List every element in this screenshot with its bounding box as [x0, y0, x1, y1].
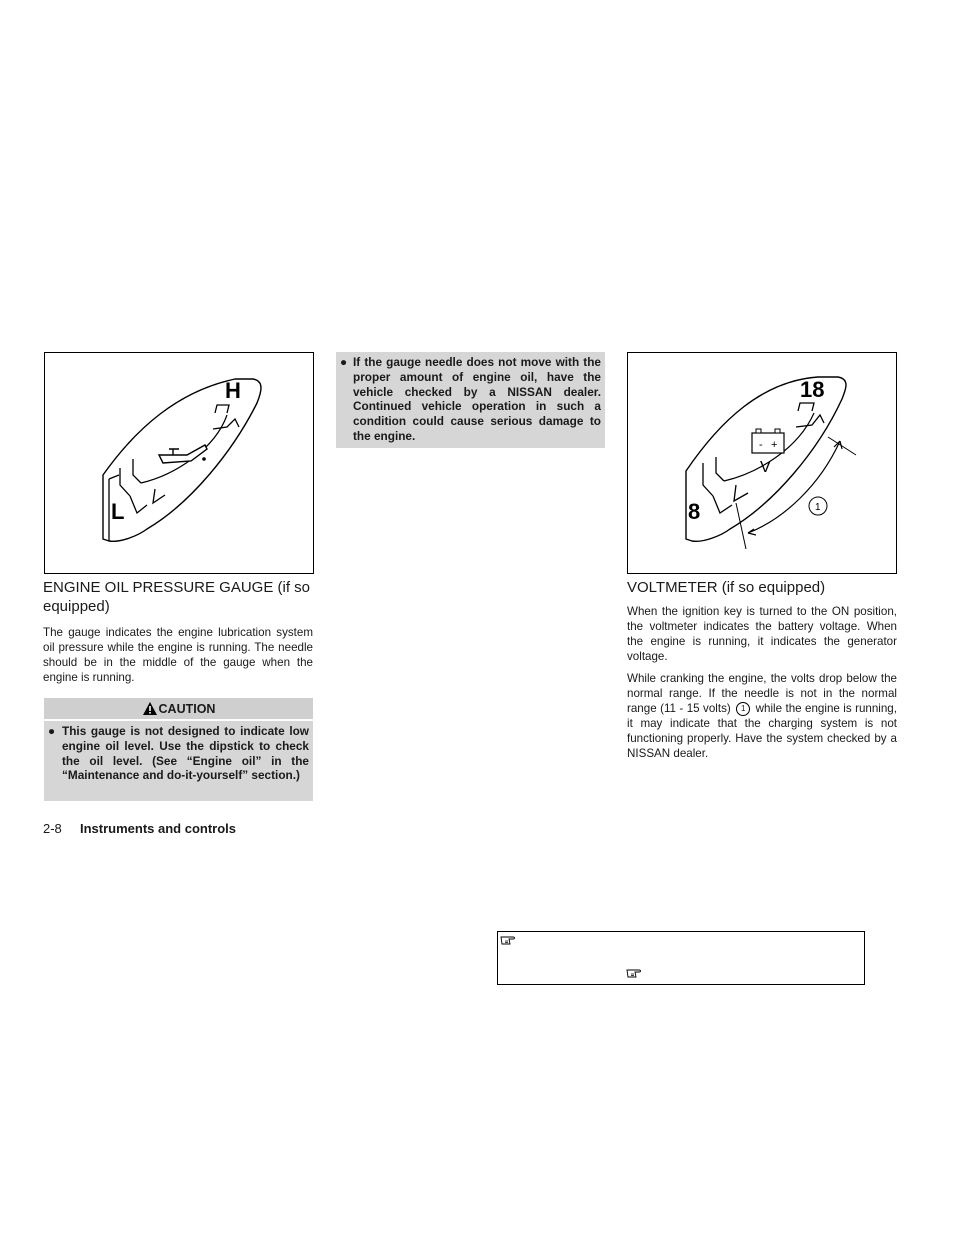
battery-icon [752, 429, 784, 453]
warning-triangle-icon [142, 701, 158, 716]
oil-gauge-body: The gauge indicates the engine lubrication system oil pressure while the engine is running. The needle should be in the middle of the gauge when the engine is running. [43, 626, 313, 684]
voltmeter-callout: 1 [815, 502, 821, 513]
oil-pressure-gauge-figure [44, 352, 314, 574]
voltmeter-para-callout: 1 [736, 702, 750, 716]
voltmeter-illustration [628, 353, 898, 575]
gauge-label-high: H [225, 378, 241, 403]
note-box [497, 931, 865, 985]
gauge-warning-box [336, 352, 605, 448]
warning-text: If the gauge needle does not move with the proper amount of engine oil, have the vehicle checked by a NISSAN dealer. Continued vehicle operation in such a condition could cause serious damage to the engine. [353, 355, 601, 443]
oil-gauge-title: ENGINE OIL PRESSURE GAUGE (if so equipped) [43, 579, 311, 615]
voltmeter-unit: V [760, 459, 771, 476]
voltmeter-para-1: When the ignition key is turned to the ON position, the voltmeter indicates the battery voltage. When the engine is running, it indicates the generator voltage. [627, 605, 897, 663]
voltmeter-label-low: 8 [688, 499, 701, 524]
page-number: 2-8 [43, 821, 62, 836]
pointing-hand-icon [499, 934, 519, 946]
voltmeter-para-2 [627, 671, 897, 761]
caution-header [44, 698, 313, 719]
battery-minus: - [759, 439, 763, 451]
footer-section-title: Instruments and controls [80, 821, 237, 836]
voltmeter-figure [627, 352, 897, 574]
voltmeter-para-2b: while the engine is running, it may indicate that the charging system is not functioning properly. Have the system checked by a NISSAN dealer. [627, 702, 897, 760]
pointing-hand-icon [625, 967, 645, 979]
caution-text: This gauge is not designed to indicate low engine oil level. Use the dipstick to check the oil level. (See “Engine oil” in the “Maintenance and do-it-yourself” section.) [62, 724, 309, 783]
caution-box [44, 721, 313, 801]
voltmeter-title: VOLTMETER (if so equipped) [627, 579, 826, 596]
caution-label: CAUTION [158, 701, 216, 716]
voltmeter-para-2a: While cranking the engine, the volts drop below the normal range. If the needle is not in the normal range (11 - 15 volts) [627, 672, 897, 715]
oil-pressure-gauge-illustration [45, 353, 315, 575]
warning-bullet: ● [340, 355, 348, 369]
voltmeter-label-high: 18 [800, 377, 825, 402]
caution-bullet: ● [48, 724, 56, 738]
gauge-label-low: L [111, 499, 125, 524]
battery-plus: + [771, 439, 778, 451]
